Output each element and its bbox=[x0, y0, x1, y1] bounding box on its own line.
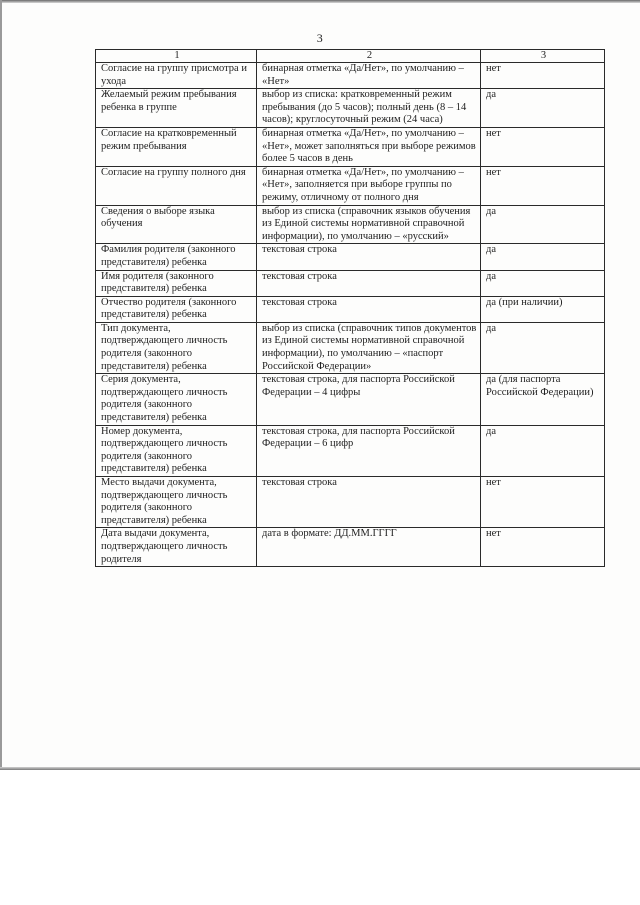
required-cell: да bbox=[481, 270, 605, 296]
requirements-table bbox=[95, 49, 605, 567]
description-cell: бинарная отметка «Да/Нет», по умолчанию – «Нет», заполняется при выборе группы по режиму, отличному от полного дня bbox=[257, 166, 481, 205]
field-name-cell: Отчество родителя (законного представителя) ребенка bbox=[96, 296, 257, 322]
table-row bbox=[96, 425, 605, 476]
required-cell: нет bbox=[481, 528, 605, 567]
required-cell: да bbox=[481, 322, 605, 373]
field-name-cell: Дата выдачи документа, подтверждающего личность родителя bbox=[96, 528, 257, 567]
table-header-row bbox=[96, 50, 605, 63]
description-cell: бинарная отметка «Да/Нет», по умолчанию – «Нет», может заполняться при выборе режимов более 5 часов в день bbox=[257, 127, 481, 166]
table-row bbox=[96, 296, 605, 322]
scan-edge-top bbox=[0, 0, 640, 3]
column-header-1: 1 bbox=[96, 50, 257, 63]
description-cell: выбор из списка (справочник языков обучения из Единой системы нормативной справочной информации), по умолчанию – «русский» bbox=[257, 205, 481, 244]
table-row bbox=[96, 89, 605, 128]
description-cell: выбор из списка: кратковременный режим пребывания (до 5 часов); полный день (8 – 14 часов); круглосуточный режим (24 часа) bbox=[257, 89, 481, 128]
description-cell: дата в формате: ДД.ММ.ГГГГ bbox=[257, 528, 481, 567]
required-cell: нет bbox=[481, 63, 605, 89]
description-cell: текстовая строка, для паспорта Российской Федерации – 4 цифры bbox=[257, 374, 481, 425]
field-name-cell: Сведения о выборе языка обучения bbox=[96, 205, 257, 244]
field-name-cell: Согласие на кратковременный режим пребывания bbox=[96, 127, 257, 166]
table-row bbox=[96, 322, 605, 373]
description-cell: текстовая строка bbox=[257, 244, 481, 270]
description-cell: выбор из списка (справочник типов документов из Единой системы нормативной справочной информации), по умолчанию – «паспорт Российской Федерации» bbox=[257, 322, 481, 373]
required-cell: да bbox=[481, 205, 605, 244]
field-name-cell: Согласие на группу полного дня bbox=[96, 166, 257, 205]
field-name-cell: Фамилия родителя (законного представителя) ребенка bbox=[96, 244, 257, 270]
required-cell: да (для паспорта Российской Федерации) bbox=[481, 374, 605, 425]
field-name-cell: Имя родителя (законного представителя) ребенка bbox=[96, 270, 257, 296]
column-header-3: 3 bbox=[481, 50, 605, 63]
description-cell: текстовая строка bbox=[257, 477, 481, 528]
field-name-cell: Место выдачи документа, подтверждающего личность родителя (законного представителя) ребенка bbox=[96, 477, 257, 528]
description-cell: бинарная отметка «Да/Нет», по умолчанию – «Нет» bbox=[257, 63, 481, 89]
field-name-cell: Тип документа, подтверждающего личность родителя (законного представителя) ребенка bbox=[96, 322, 257, 373]
field-name-cell: Согласие на группу присмотра и ухода bbox=[96, 63, 257, 89]
required-cell: да bbox=[481, 425, 605, 476]
field-name-cell: Желаемый режим пребывания ребенка в группе bbox=[96, 89, 257, 128]
description-cell: текстовая строка bbox=[257, 270, 481, 296]
description-cell: текстовая строка bbox=[257, 296, 481, 322]
table-row bbox=[96, 528, 605, 567]
required-cell: нет bbox=[481, 127, 605, 166]
scan-edge-left bbox=[0, 0, 2, 770]
table-row bbox=[96, 477, 605, 528]
scan-edge-bottom bbox=[0, 767, 640, 770]
field-name-cell: Номер документа, подтверждающего личность родителя (законного представителя) ребенка bbox=[96, 425, 257, 476]
table-row bbox=[96, 166, 605, 205]
column-header-2: 2 bbox=[257, 50, 481, 63]
page-number: 3 bbox=[316, 31, 324, 45]
description-cell: текстовая строка, для паспорта Российской Федерации – 6 цифр bbox=[257, 425, 481, 476]
table-row bbox=[96, 63, 605, 89]
required-cell: нет bbox=[481, 166, 605, 205]
table-row bbox=[96, 205, 605, 244]
table-row bbox=[96, 270, 605, 296]
field-name-cell: Серия документа, подтверждающего личность родителя (законного представителя) ребенка bbox=[96, 374, 257, 425]
required-cell: да bbox=[481, 244, 605, 270]
required-cell: нет bbox=[481, 477, 605, 528]
required-cell: да bbox=[481, 89, 605, 128]
table-row bbox=[96, 244, 605, 270]
table-row bbox=[96, 127, 605, 166]
table-row bbox=[96, 374, 605, 425]
required-cell: да (при наличии) bbox=[481, 296, 605, 322]
